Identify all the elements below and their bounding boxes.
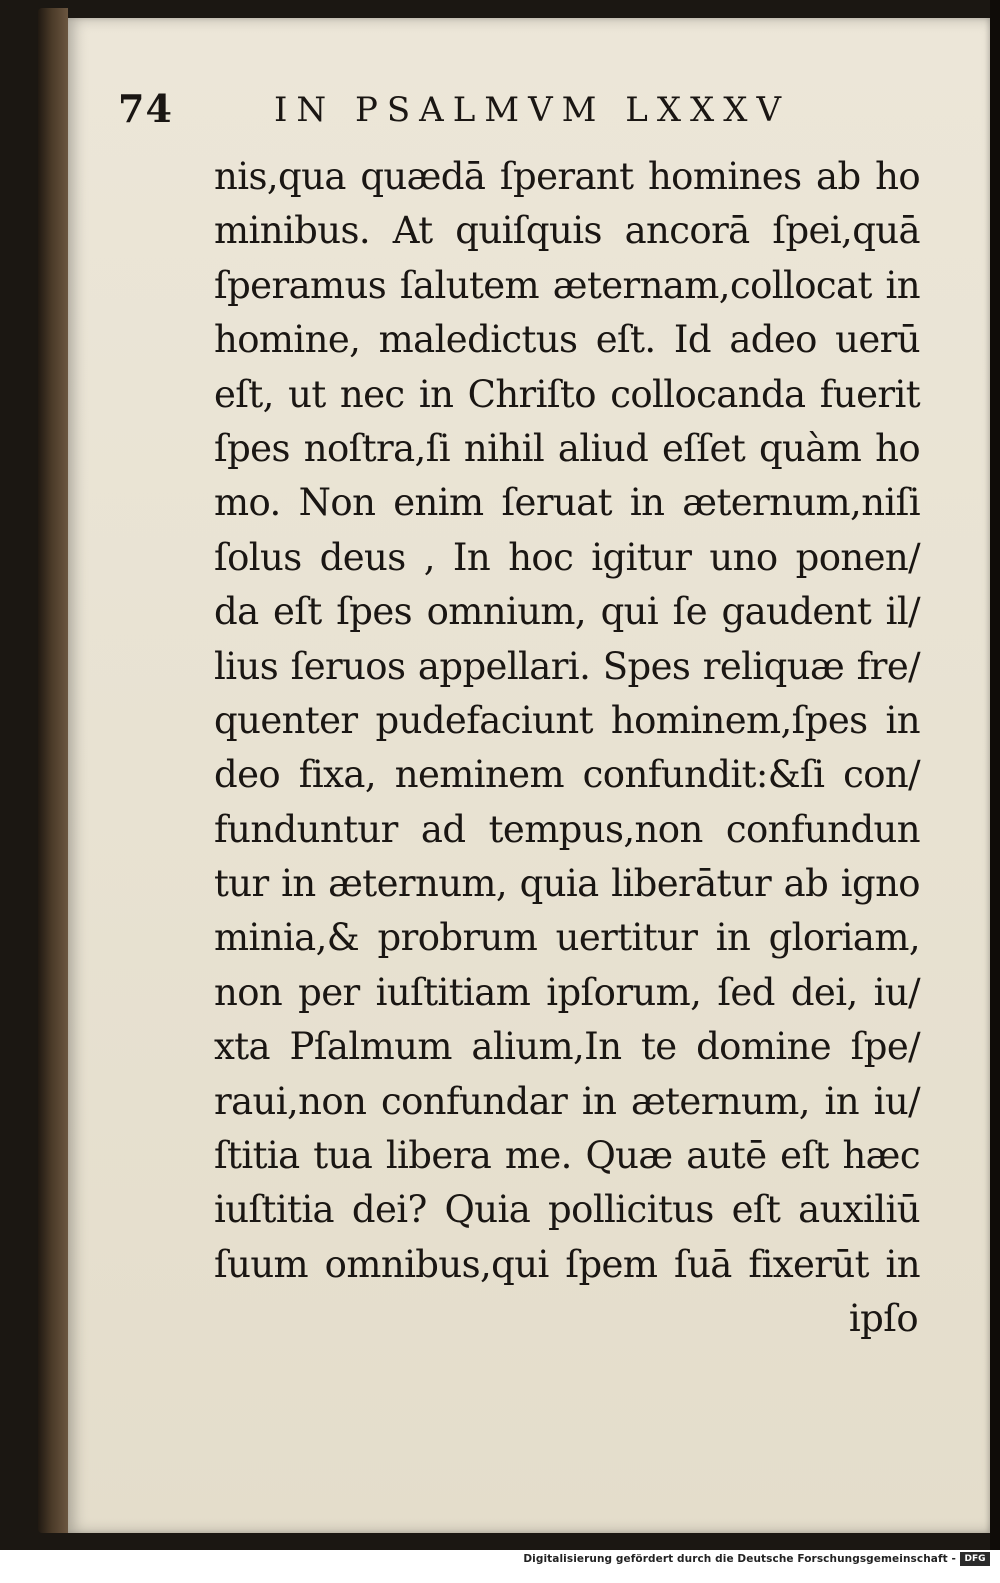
text-line: minibus. At quiſquis ancorā ſpei,quā <box>214 209 920 253</box>
catchword: ipſo <box>848 1297 918 1341</box>
text-line: ſpes noſtra,ſi nihil aliud eſſet quàm ho <box>214 426 920 470</box>
running-head: IN PSALMVM LXXXV <box>274 90 791 130</box>
text-line: funduntur ad tempus,non confundun <box>214 807 920 851</box>
text-line: ſperamus ſalutem æternam,collocat in <box>214 263 920 307</box>
text-line: iuſtitia dei? Quia pollicitus eſt auxiliū <box>214 1188 920 1232</box>
text-line: lius ſeruos appellari. Spes reliquæ fre/ <box>214 644 920 688</box>
text-line: minia,& probrum uertitur in gloriam, <box>214 916 920 960</box>
text-line: non per iuſtitiam ipſorum, ſed dei, iu/ <box>214 970 920 1014</box>
text-line: deo fixa, neminem confundit:&ſi con/ <box>214 753 920 797</box>
text-line: ſtitia tua libera me. Quæ autē eſt hæc <box>214 1134 920 1178</box>
text-line: mo. Non enim ſeruat in æternum,niſi <box>214 481 920 525</box>
text-line: ſolus deus , In hoc igitur uno ponen/ <box>214 535 920 579</box>
text-line: nis,qua quædā ſperant homines ab ho <box>214 155 920 198</box>
book-edge <box>38 8 68 1533</box>
page-number: 74 <box>118 86 173 131</box>
digitization-credit: Digitalisierung gefördert durch die Deutsche Forschungsgemeinschaft - <box>523 1553 956 1565</box>
text-line: tur in æternum, quia liberātur ab igno <box>214 862 920 906</box>
scan-right-border <box>990 0 1000 1550</box>
body-text <box>214 150 920 1347</box>
text-line: xta Pſalmum alium,In te domine ſpe/ <box>214 1025 920 1069</box>
text-line: raui,non confundar in æternum, in iu/ <box>214 1079 920 1123</box>
dfg-logo: DFG <box>960 1552 990 1566</box>
text-line: quenter pudefaciunt hominem,ſpes in <box>214 698 920 742</box>
text-line: da eſt ſpes omnium, qui ſe gaudent il/ <box>214 590 920 634</box>
text-line: homine, maledictus eſt. Id adeo uerū <box>214 318 920 362</box>
text-line: eſt, ut nec in Chriſto collocanda fuerit <box>214 372 920 416</box>
page-header <box>118 86 878 134</box>
text-line: ſuum omnibus,qui ſpem ſuā fixerūt in <box>214 1242 920 1286</box>
